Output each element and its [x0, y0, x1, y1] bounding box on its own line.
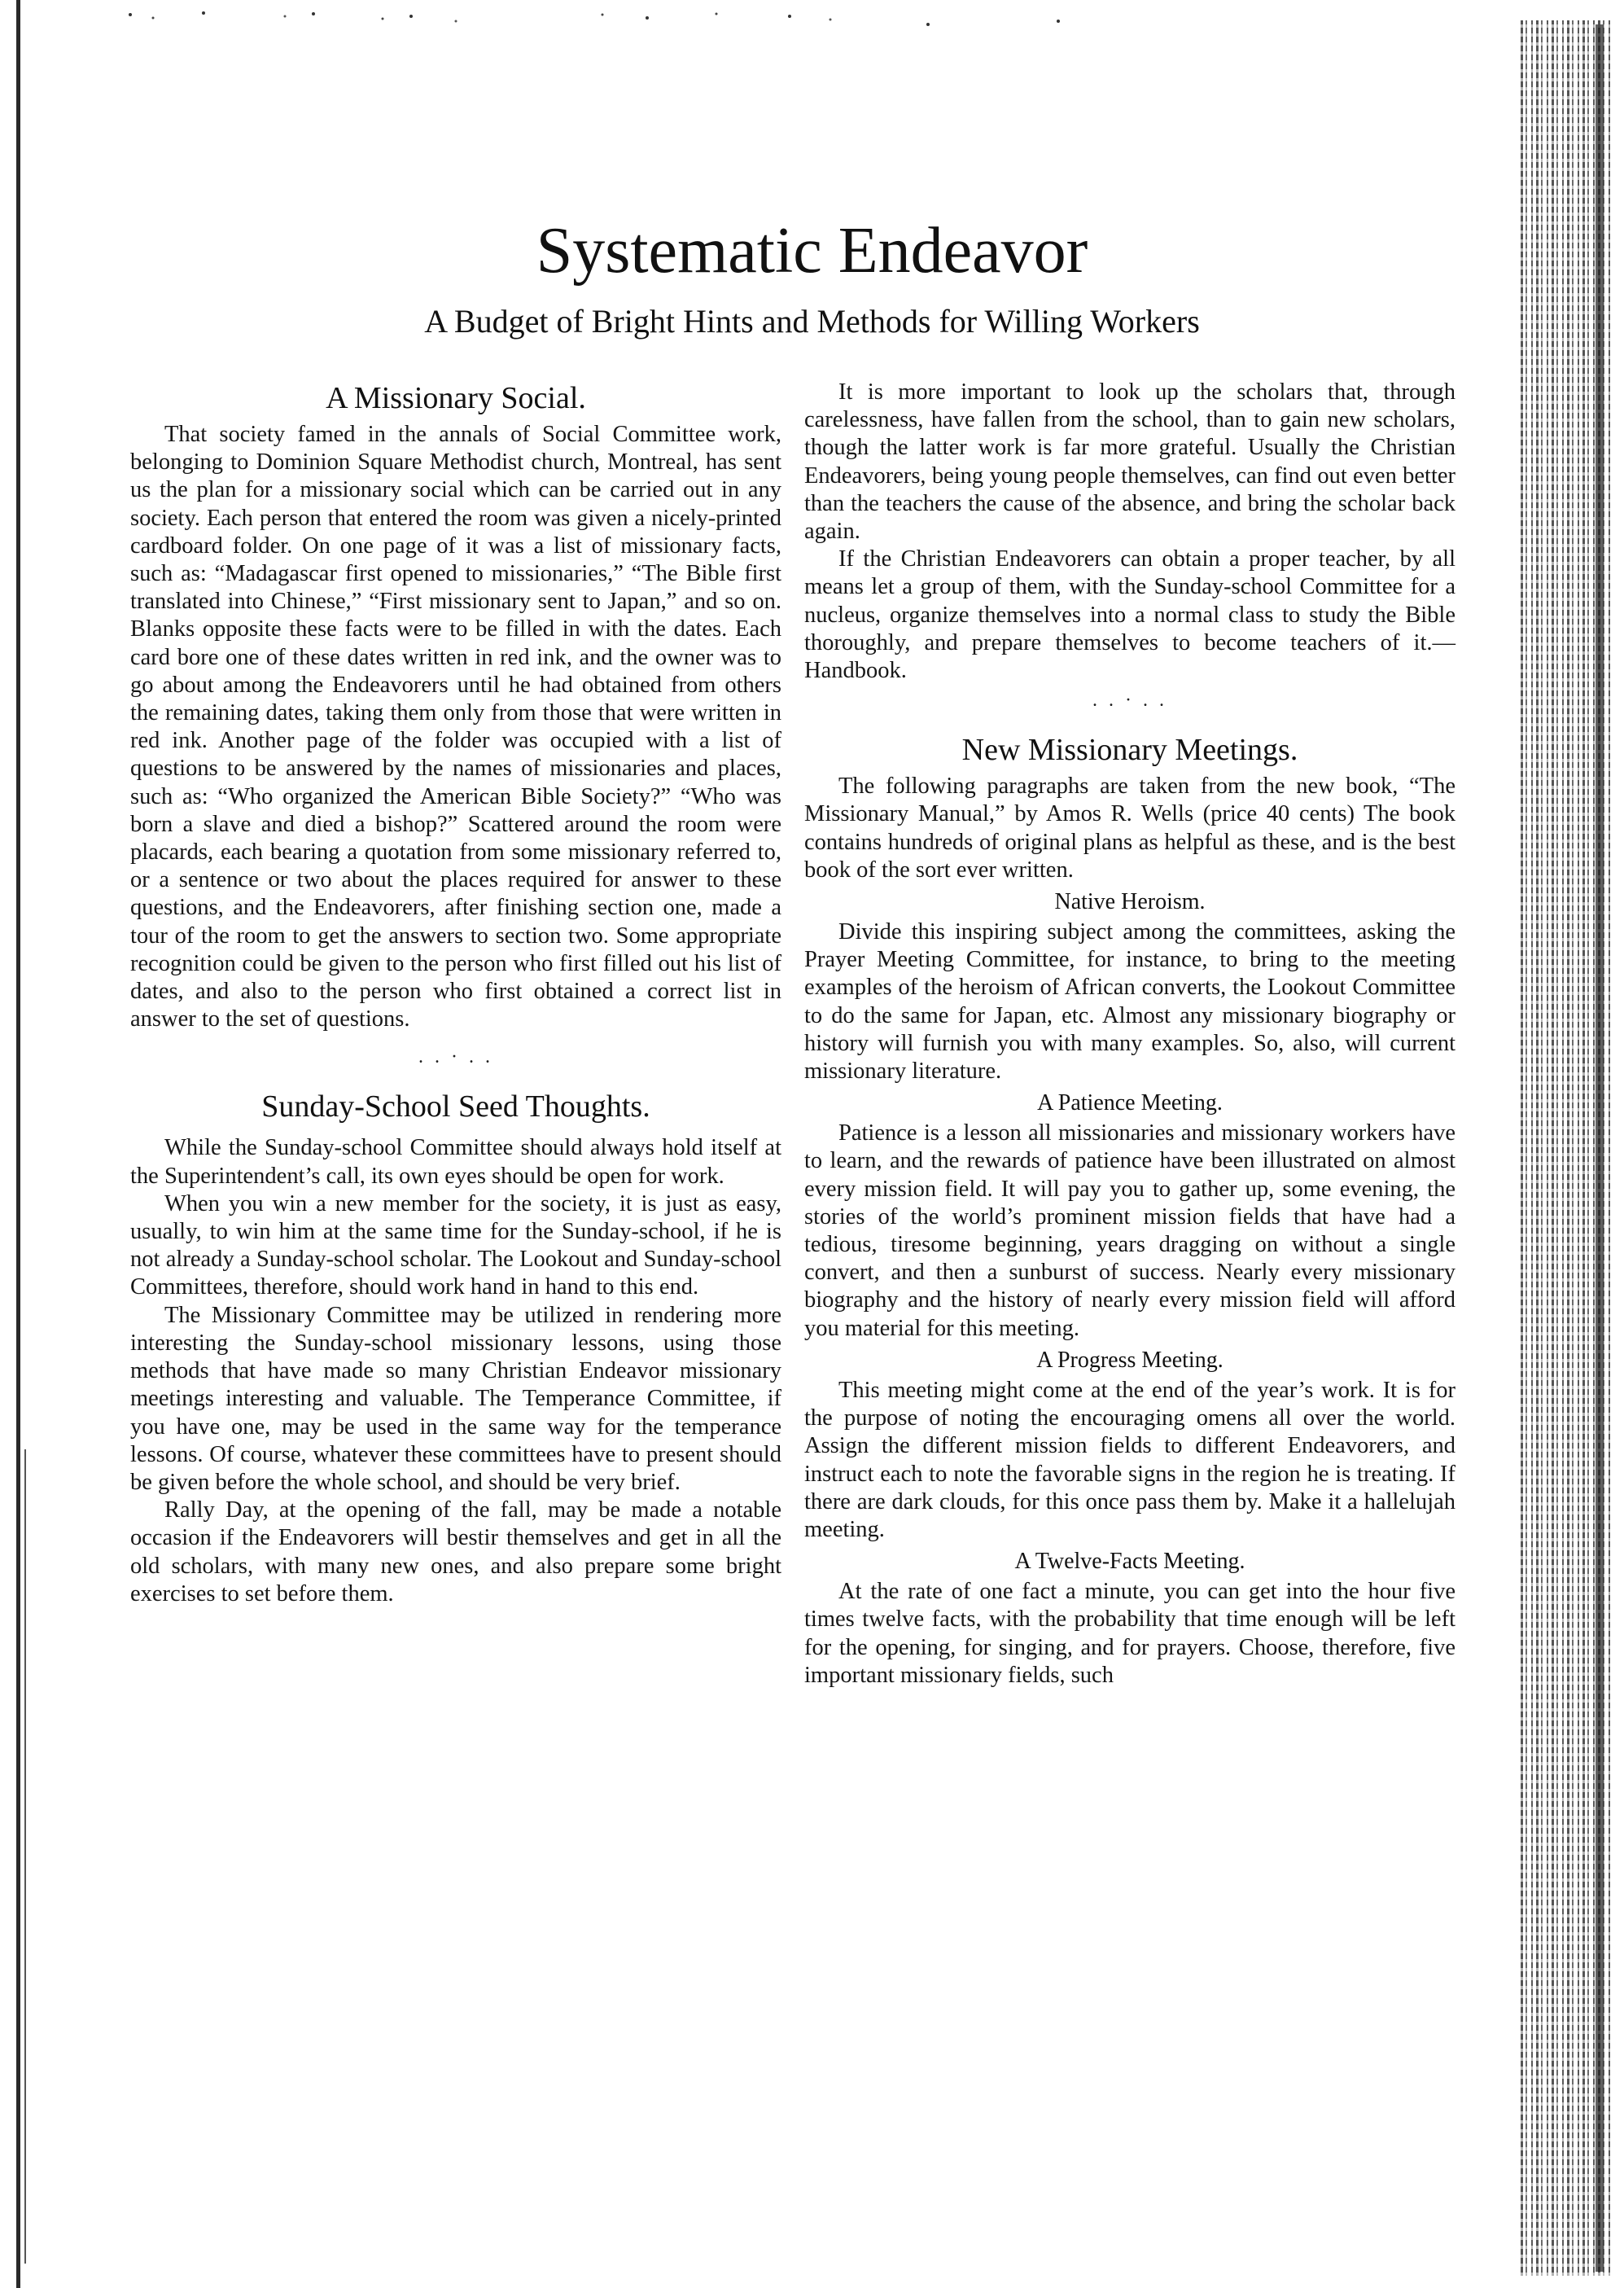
paragraph: Divide this inspiring subject among the committees, asking the Prayer Meeting Committee, for instance, to bring to the meeting examples of the heroism of African converts, the Lookout Committee to do the same for Japan, etc. Almost any missionary biography or history will furnish you with many examples. So, also, will current missionary literature. [804, 919, 1455, 1085]
paragraph: That society famed in the annals of Social Committee work, belonging to Dominion Square Methodist church, Montreal, has sent us the plan for a missionary social which can be carried out in any society. Each person that entered the room was given a nicely-printed cardboard folder. On one page of it was a list of missionary facts, such as: “Madagascar first opened to missionaries,” “The Bible first translated into Chinese,” “First missionary sent to Japan,” and so on. Blanks opposite these facts were to be filled in with the dates. Each card bore one of these dates written in red ink, and the owner was to go about among the Endeavorers until he had obtained from others the remaining dates, taking them only from those that were written in red ink. Another page of the folder was occupied with a list of questions to be answered by the names of missionaries and places, such as: “Who organized the American Bible Society?” “Who was born a slave and died a bishop?” Scattered around the room were placards, each bearing a quotation from some missionary referred to, or a sentence or two about the places required for answer to these questions, and the Endeavorers, after finishing section one, made a tour of the room to get the answers to section two. Some appropriate recognition could be given to the person who first filled out his list of dates, and also to the person who first obtained a correct list in answer to the set of questions. [130, 422, 781, 1032]
paragraph: The following paragraphs are taken from the new book, “The Missionary Manual,” by Amos R. Wells (price 40 cents) The book contains hundreds of original plans as helpful as these, and is the best book of the sort ever written. [804, 774, 1455, 883]
page-edge-dark [1596, 24, 1604, 2272]
page-title: Systematic Endeavor [536, 215, 1088, 287]
paragraph: It is more important to look up the scholars that, through carelessness, have fallen from the school, than to gain new scholars, though the latter work is far more grateful. Usually the Christian Endeavorers, being young people themselves, can find out even better than the teachers the cause of the absence, and bring the scholar back again. [804, 379, 1455, 545]
page-subtitle: A Budget of Bright Hints and Methods for Willing Workers [424, 303, 1200, 340]
section-ornament: . . · . . [1092, 690, 1167, 712]
subsection-heading: A Twelve-Facts Meeting. [1014, 1549, 1245, 1575]
binding-edge [16, 0, 20, 2288]
section-heading: New Missionary Meetings. [961, 733, 1298, 768]
paragraph: If the Christian Endeavorers can obtain a proper teacher, by all means let a group of them, with the Sunday-school Committee for a nucleus, organize themselves into a normal class to study the Bible thoroughly, and prepare themselves to become teachers of it.—Handbook. [804, 546, 1455, 684]
paragraph: Patience is a lesson all missionaries and missionary workers have to learn, and the rewards of patience have been illustrated on almost every mission field. It will pay you to gather up, some evening, the stories of the world’s prominent mission fields that have had a tedious, tiresome beginning, years dragging on without a single convert, and then a sunburst of success. Nearly every missionary biography and the history of nearly every mission field will afford you material for this meeting. [804, 1120, 1455, 1341]
scan-specks [114, 7, 1172, 31]
binding-edge-thin [24, 1449, 26, 2264]
paragraph: While the Sunday-school Committee should always hold itself at the Superintendent’s call, its own eyes should be open for work. [130, 1135, 781, 1189]
section-heading: A Missionary Social. [326, 381, 586, 415]
section-ornament: . . · . . [418, 1046, 493, 1068]
section-heading: Sunday-School Seed Thoughts. [261, 1089, 650, 1124]
subsection-heading: Native Heroism. [1054, 889, 1206, 915]
subsection-heading: A Progress Meeting. [1036, 1347, 1223, 1373]
right-column [804, 379, 1455, 1690]
paragraph: The Missionary Committee may be utilized in rendering more interesting the Sunday-school missionary lessons, using those methods that have made so many Christian Endeavor missionary meetings interesting and valuable. The Temperance Committee, if you have one, may be used in the same way for the temperance lessons. Of course, whatever these committees have to present should be given before the whole school, and should be very brief. [130, 1302, 781, 1495]
paragraph: At the rate of one fact a minute, you can get into the hour five times twelve facts, with the probability that time enough will be left for the opening, for singing, and for prayers. Choose, therefore, five important missionary fields, such [804, 1579, 1455, 1688]
paragraph: This meeting might come at the end of the year’s work. It is for the purpose of noting the encouraging omens all over the world. Assign the different mission fields to different Endeavorers, and instruct each to note the favorable signs in the region he is treating. If there are dark clouds, for this once pass them by. Make it a hallelujah meeting. [804, 1377, 1455, 1542]
paragraph: When you win a new member for the society, it is just as easy, usually, to win him at the same time for the Sunday-school, if he is not already a Sunday-school scholar. The Lookout and Sunday-school Committees, therefore, should work hand in hand to this end. [130, 1190, 781, 1300]
left-column [130, 379, 781, 1608]
subsection-heading: A Patience Meeting. [1037, 1090, 1223, 1116]
paragraph: Rally Day, at the opening of the fall, may be made a notable occasion if the Endeavorers will bestir themselves and get in all the old scholars, with many new ones, and also prepare some bright exercises to set before them. [130, 1497, 781, 1606]
